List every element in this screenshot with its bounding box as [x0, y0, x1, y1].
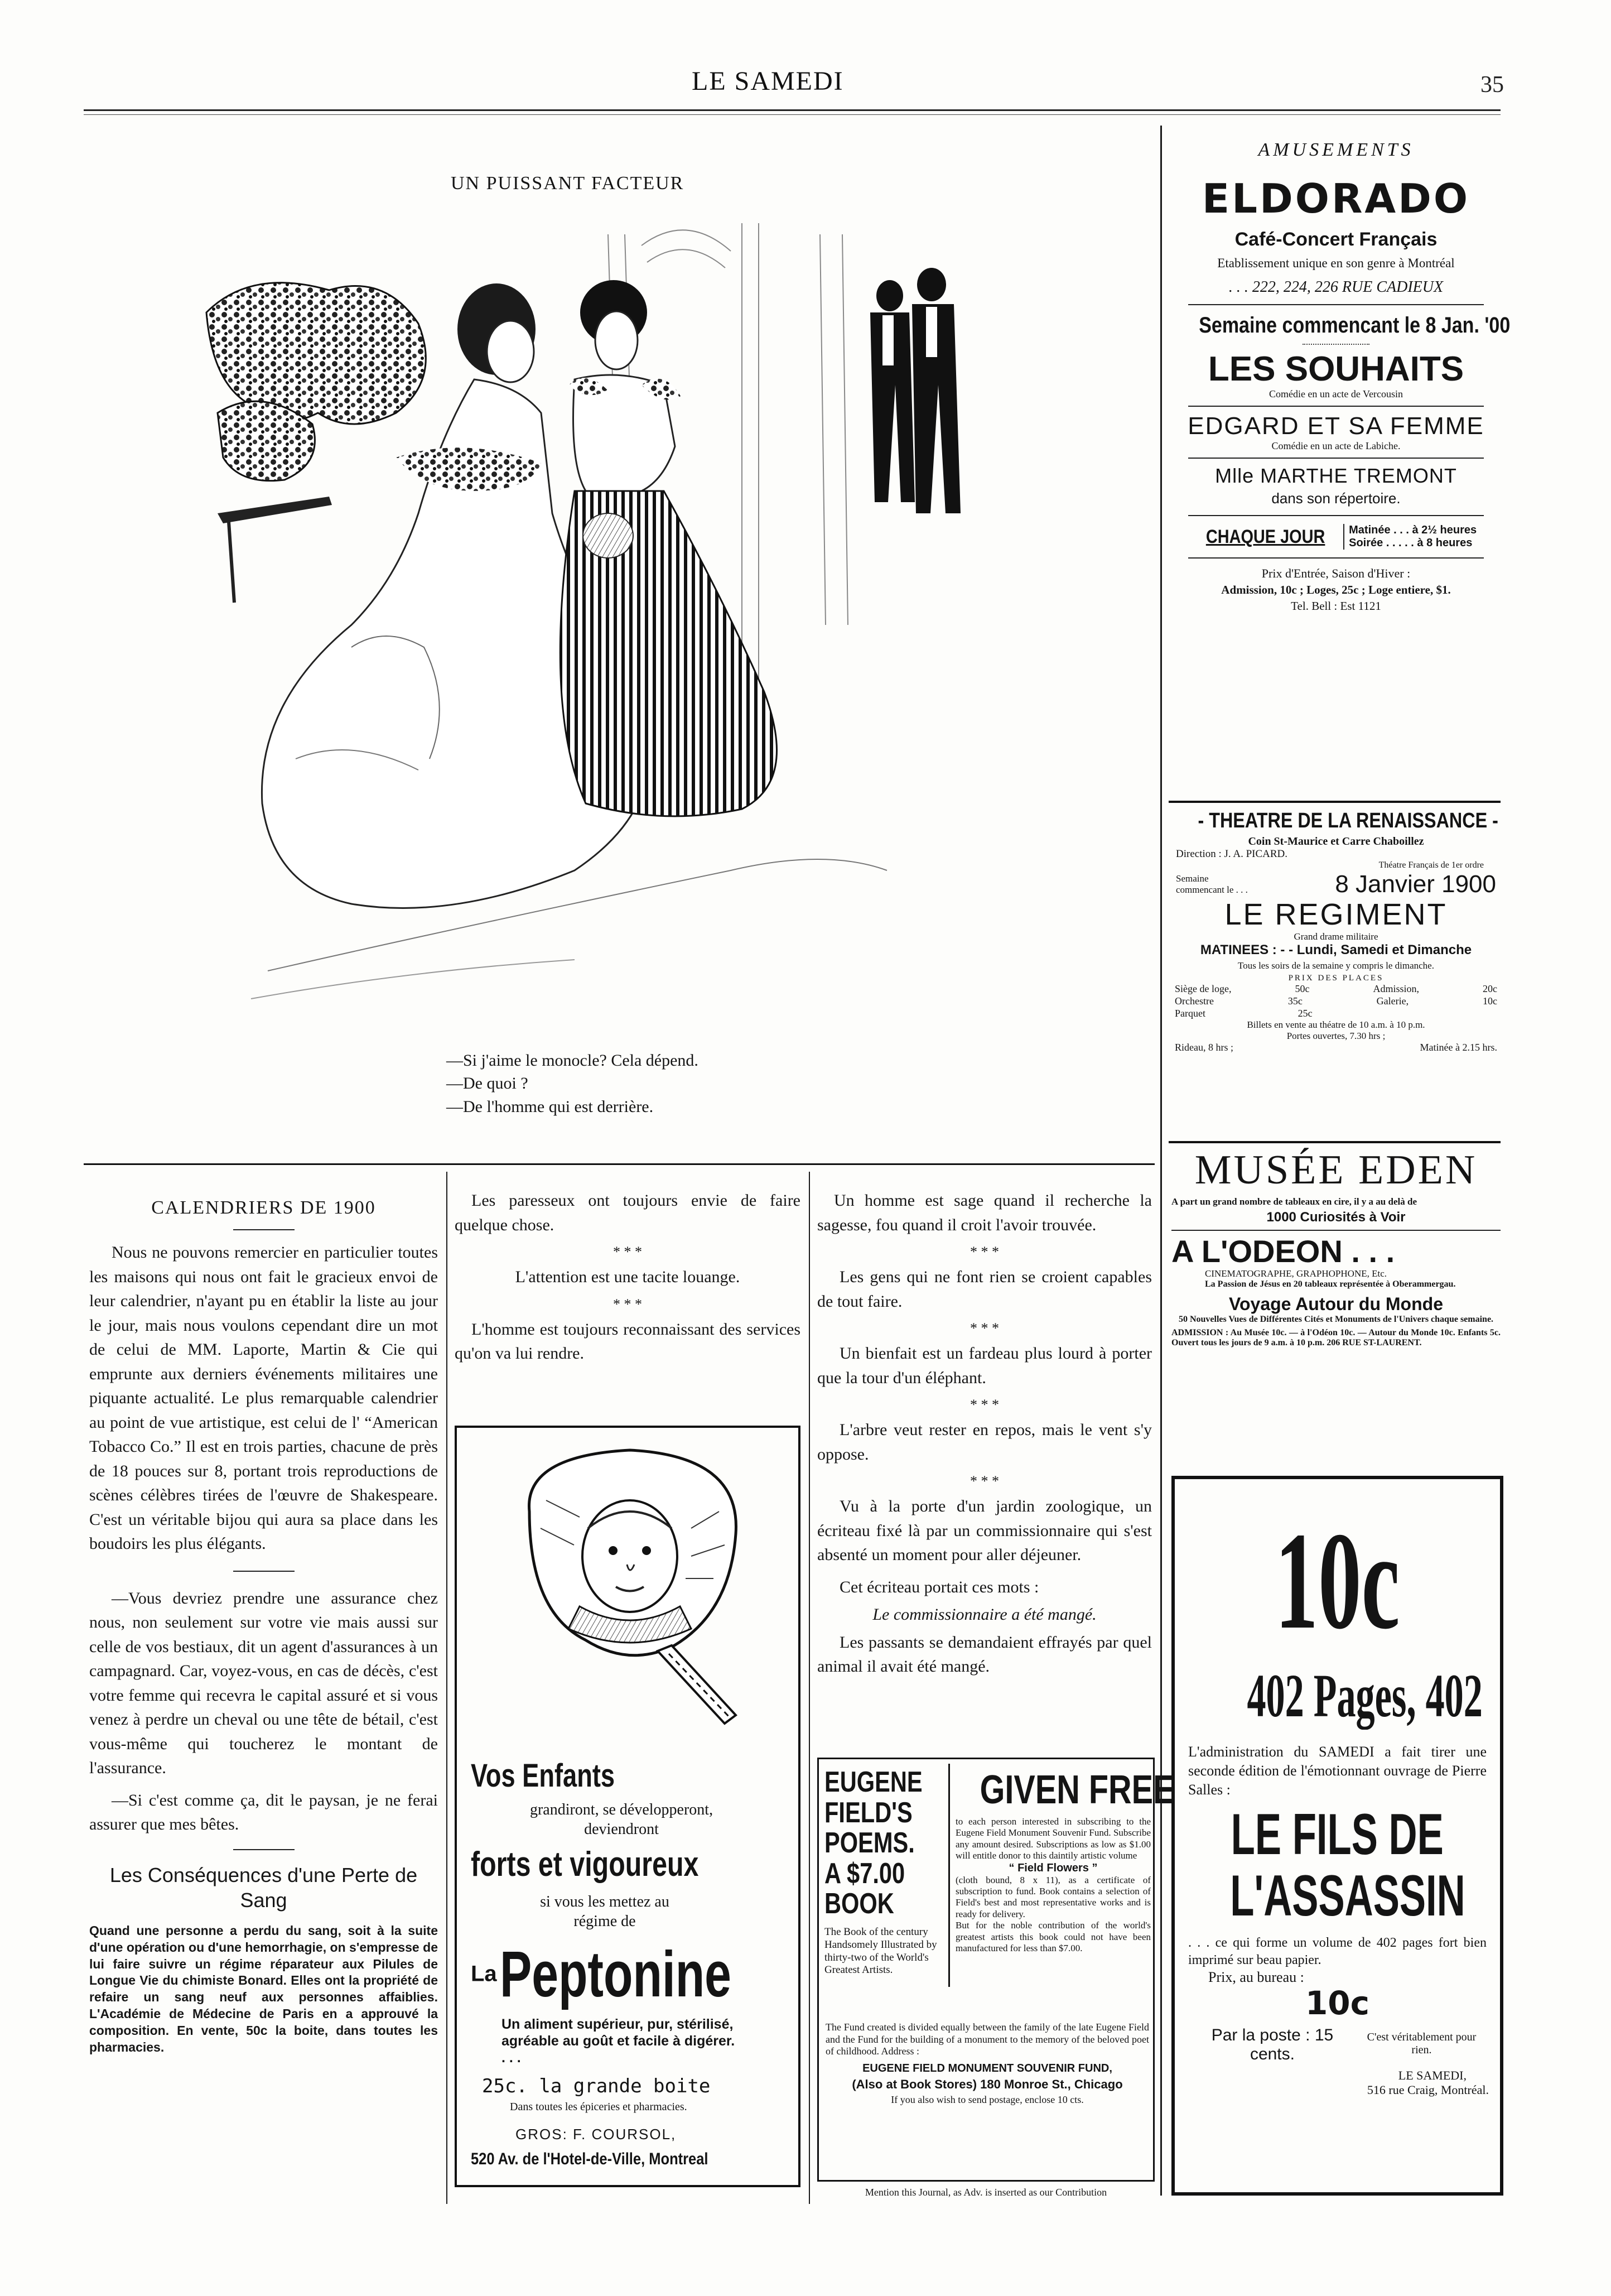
- eugene-field-ad: [817, 1758, 1175, 2182]
- eden-admission: ADMISSION : Au Musée 10c. — à l'Odéon 10c. — Autour du Monde 10c. Enfants 5c. Ouvert tous les jours de 9 a.m. à 10 p.m. 206 RUE ST-LAURENT.: [1171, 1327, 1501, 1347]
- renaissance-curtain: Rideau, 8 hrs ;: [1175, 1042, 1233, 1053]
- renaissance-soirees: Tous les soirs de la semaine y compris le dimanche.: [1238, 960, 1434, 971]
- asterism: * * *: [970, 1473, 999, 1489]
- eldorado-ad: [1171, 175, 1511, 613]
- price-row: [1175, 995, 1497, 1008]
- eldorado-subtitle: Café-Concert Français: [1234, 229, 1438, 250]
- peptonine-ad: [455, 1426, 800, 2187]
- renaissance-date: 8 Janvier 1900: [1335, 870, 1496, 898]
- eldorado-name: ELDORADO: [1202, 175, 1470, 222]
- field-right-body2: (cloth bound, 8 x 11), as a certificate of subscription to fund. Book contains a selection of Field's best and most representative works and is ready for delivery.: [956, 1874, 1151, 1919]
- maxim: Les passants se demandaient effrayés par quel animal il avait été mangé.: [817, 1633, 1152, 1676]
- separator: [233, 1229, 295, 1230]
- renaissance-direction: Direction : J. A. PICARD.: [1176, 848, 1288, 860]
- maxim: L'arbre veut rester en repos, mais le vent s'y oppose.: [817, 1421, 1152, 1464]
- eldorado-week: Semaine commencant le 8 Jan. '00: [1199, 313, 1511, 338]
- caption-line: —Si j'aime le monocle? Cela dépend.: [446, 1051, 698, 1070]
- field-right-title: GIVEN FREE: [980, 1768, 1175, 1812]
- column-3: [817, 1188, 1152, 1687]
- field-left-body: The Book of the century Handsomely Illustrated by thirty-two of the World's Greatest Artists.: [824, 1926, 937, 1976]
- field-left-title: EUGENE FIELD'S POEMS. A $7.00 BOOK: [824, 1766, 923, 1920]
- header-rule: [84, 109, 1501, 115]
- price-cell: 20c: [1483, 983, 1497, 995]
- eldorado-prices: Admission, 10c ; Loges, 25c ; Loge entiere, $1.: [1221, 583, 1451, 597]
- book-price-small: 10c: [1305, 1984, 1370, 2023]
- book-price-big: 10c: [1275, 1504, 1400, 1658]
- renaissance-matinees: MATINEES : - - Lundi, Samedi et Dimanche: [1200, 942, 1472, 958]
- book-ad: [1171, 1476, 1503, 2196]
- peptonine-headline2: forts et vigoureux: [471, 1845, 699, 1884]
- book-sig1: LE SAMEDI,: [1398, 2068, 1467, 2082]
- book-post2: C'est véritablement pour rien.: [1367, 2030, 1477, 2056]
- maxim: Un bienfait est un fardeau plus lourd à porter que la tour d'un éléphant.: [817, 1344, 1152, 1387]
- book-desc: . . . ce qui forme un volume de 402 pages fort bien imprimé sur beau papier.: [1188, 1935, 1487, 1967]
- renaissance-show: LE REGIMENT: [1224, 898, 1448, 931]
- renaissance-show-desc: Grand drame militaire: [1294, 931, 1378, 942]
- renaissance-doors: Portes ouvertes, 7.30 hrs ;: [1286, 1031, 1386, 1042]
- eden-odeon2: La Passion de Jésus en 20 tableaux représentée à Oberammergau.: [1205, 1279, 1456, 1289]
- price-cell: 50c: [1295, 983, 1310, 995]
- maxim: Un homme est sage quand il recherche la sagesse, fou quand il croit l'avoir trouvée.: [817, 1191, 1152, 1234]
- eden-line2: 1000 Curiosités à Voir: [1266, 1210, 1406, 1225]
- field-right-body3: But for the noble contribution of the world's greatest artists this book could not have been manufactured for less than $7.00.: [956, 1920, 1151, 1953]
- eldorado-show1-desc: Comédie en un acte de Vercousin: [1268, 388, 1403, 400]
- eden-voyage: Voyage Autour du Monde: [1229, 1293, 1443, 1314]
- maxim: Les paresseux ont toujours envie de faire quelque chose.: [455, 1191, 800, 1234]
- field-fund-note: If you also wish to send postage, enclose 10 cts.: [891, 2093, 1084, 2105]
- separator: [233, 1571, 295, 1572]
- field-fund-address: (Also at Book Stores) 180 Monroe St., Chicago: [852, 2077, 1123, 2091]
- peptonine-brand: Peptonine: [499, 1938, 731, 2010]
- eldorado-daily: CHAQUE JOUR: [1205, 526, 1325, 547]
- eden-odeon1: CINEMATOGRAPHE, GRAPHOPHONE, Etc.: [1205, 1268, 1387, 1279]
- column-rule-2: [809, 1172, 810, 2204]
- peptonine-line3: si vous les mettez au régime de: [540, 1893, 669, 1930]
- renaissance-rule: [1169, 1141, 1501, 1143]
- book-title-1: LE FILS DE: [1231, 1802, 1444, 1867]
- eldorado-desc: Etablissement unique en son genre à Montréal: [1217, 256, 1455, 270]
- eldorado-star: Mlle MARTHE TREMONT: [1215, 464, 1457, 488]
- field-footer: Mention this Journal, as Adv. is inserted as our Contribution: [865, 2187, 1107, 2198]
- right-column-rule: [1160, 126, 1162, 2196]
- page-number: 35: [1480, 72, 1504, 98]
- asterism: * * *: [613, 1296, 642, 1312]
- insurance-reply: —Si c'est comme ça, dit le paysan, je ne ferai assurer que mes bêtes.: [89, 1790, 438, 1834]
- peptonine-address: 520 Av. de l'Hotel-de-Ville, Montreal: [471, 2150, 708, 2168]
- asterism: * * *: [970, 1244, 999, 1260]
- illustration-title: UN PUISSANT FACTEUR: [451, 173, 684, 194]
- renaissance-theatre-note: Théatre Français de 1er ordre: [1378, 860, 1484, 870]
- renaissance-matinee-time: Matinée à 2.15 hrs.: [1420, 1042, 1497, 1053]
- eden-name: MUSÉE EDEN: [1194, 1147, 1478, 1193]
- illustration-engraving: [184, 201, 971, 1027]
- book-sig2: 516 rue Craig, Montréal.: [1367, 2082, 1489, 2097]
- eldorado-soiree: Soirée . . . . . à 8 heures: [1349, 537, 1473, 550]
- peptonine-wholesale: GROS: F. COURSOL,: [515, 2126, 677, 2143]
- price-cell: Siège de loge,: [1175, 983, 1232, 995]
- asterism: * * *: [613, 1244, 642, 1260]
- price-cell: 25c: [1298, 1007, 1313, 1019]
- calendars-paragraph: Nous ne pouvons remercier en particulier toutes les maisons qui nous ont fait le gracieux envoi de leur calendrier, n'ayant pu en établir la liste au jour le jour, mais nous voulons cependant dire un mot de celui de MM. Laporte, Martin & Cie qui emprunte aux derniers événements militaires une piquante actualité. Le plus remarquable calendrier au point de vue artistique, est celui de l' “American Tobacco Co.” Il est en trois parties, chacune de près de 18 pouces sur 8, portant trois reproductions de scènes célèbres tirées de l'œuvre de Shakespeare. C'est un véritable bijou qui aura sa place dans les boudoirs les plus élégants.: [89, 1243, 438, 1553]
- blood-ad-title: Les Conséquences d'une Perte de Sang: [109, 1863, 418, 1912]
- maxim: Le commissionnaire a été mangé.: [872, 1605, 1097, 1624]
- peptonine-headline1: Vos Enfants: [471, 1758, 615, 1794]
- eldorado-matinee: Matinée . . . à 2½ heures: [1349, 524, 1477, 537]
- field-right-body: to each person interested in subscribing to the Eugene Field Monument Souvenir Fund. Subscribe any amount desired. Subscriptions as low as $1.00 will entitle donor to this daintily artistic volume: [956, 1816, 1151, 1861]
- amusements-title: AMUSEMENTS: [1258, 139, 1414, 160]
- column-2: [455, 1188, 800, 1374]
- eden-line1: A part un grand nombre de tableaux en cire, il y a au delà de: [1171, 1196, 1417, 1207]
- book-title-2: L'ASSASSIN: [1230, 1863, 1465, 1928]
- renaissance-prices-title: PRIX DES PLACES: [1288, 974, 1384, 983]
- masthead-title: LE SAMEDI: [692, 66, 844, 96]
- eldorado-prices-title: Prix d'Entrée, Saison d'Hiver :: [1261, 566, 1411, 581]
- column-rule-1: [446, 1172, 447, 2204]
- field-full-body: The Fund created is divided equally between the family of the late Eugene Field and the Fund for the building of a monument to the memory of the beloved poet of childhood. Address :: [826, 2021, 1149, 2057]
- insurance-paragraph: —Vous devriez prendre une assurance chez nous, non seulement sur votre vie mais aussi sur celle de vos bestiaux, dit un agent d'assurances à un campagnard. Car, voyez-vous, en cas de décès, c'est votre femme qui recevra le capital assuré et si vous venez à perdre un cheval ou une tête de bétail, c'est vous-même qui toucherez le montant de l'assurance.: [89, 1589, 438, 1778]
- price-row: [1175, 1008, 1497, 1020]
- illustration-caption: [446, 1049, 698, 1118]
- peptonine-sold: Dans toutes les épiceries et pharmacies.: [510, 2101, 687, 2113]
- renaissance-ad: [1171, 809, 1501, 1054]
- maxim: Cet écriteau portait ces mots :: [840, 1577, 1039, 1596]
- renaissance-name: - THEATRE DE LA RENAISSANCE -: [1198, 809, 1498, 832]
- price-cell: 10c: [1482, 995, 1497, 1007]
- peptonine-line2: grandiront, se développeront, deviendront: [529, 1801, 713, 1838]
- blood-ad-body: Quand une personne a perdu du sang, soit à la suite d'une opération ou d'une hemorrhagie, on s'empresse de lui faire suivre un régime réparateur aux Pilules de Longue Vie du chimiste Bonard. Elles ont la propriété de refaire un sang neuf aux personnes affaiblies. L'Académie de Médecine de Paris en a approuvé la composition. En vente, 50c la boite, dans toutes les pharmacies.: [89, 1923, 438, 2055]
- caption-line: —De l'homme qui est derrière.: [446, 1097, 654, 1116]
- field-right-quote: “ Field Flowers ”: [1009, 1861, 1098, 1874]
- asterism: * * *: [970, 1397, 999, 1413]
- renaissance-price-table: [1171, 983, 1501, 1019]
- book-pages: 402 Pages, 402: [1247, 1662, 1483, 1730]
- peptonine-article: La: [471, 1961, 497, 1986]
- baby-fan-illustration: [490, 1445, 769, 1735]
- book-price-office: Prix, au bureau :: [1208, 1969, 1304, 1986]
- price-cell: Admission,: [1373, 983, 1419, 995]
- column-1: [89, 1194, 438, 2056]
- price-cell: 35c: [1287, 995, 1303, 1007]
- field-fund-name: EUGENE FIELD MONUMENT SOUVENIR FUND,: [862, 2062, 1112, 2074]
- price-row: [1175, 983, 1497, 995]
- eden-odeon: A L'ODEON . . .: [1171, 1234, 1395, 1269]
- renaissance-tickets: Billets en vente au théatre de 10 a.m. à 10 p.m.: [1247, 1019, 1425, 1031]
- asterism: * * *: [970, 1320, 999, 1336]
- renaissance-corner: Coin St-Maurice et Carre Chaboillez: [1248, 835, 1424, 848]
- price-cell: Parquet: [1175, 1007, 1205, 1019]
- separator: [233, 1849, 295, 1850]
- caption-line: —De quoi ?: [446, 1074, 528, 1093]
- eden-voyage-desc: 50 Nouvelles Vues de Différentes Cités et Monuments de l'Univers chaque semaine.: [1178, 1314, 1494, 1324]
- eldorado-show2: EDGARD ET SA FEMME: [1188, 412, 1484, 440]
- maxim: L'attention est une tacite louange.: [515, 1268, 740, 1286]
- book-post: Par la poste : 15 cents.: [1211, 2025, 1334, 2063]
- peptonine-tagline: Un aliment supérieur, pur, stérilisé, agréable au goût et facile à digérer. . . .: [501, 2016, 735, 2066]
- eden-ad: [1171, 1149, 1501, 1348]
- eldorado-show2-desc: Comédie en un acte de Labiche.: [1271, 440, 1401, 452]
- peptonine-price: 25c. la grande boite: [482, 2075, 711, 2097]
- eldorado-star-desc: dans son répertoire.: [1271, 490, 1401, 507]
- columns-top-rule: [84, 1163, 1155, 1165]
- eldorado-address: . . . 222, 224, 226 RUE CADIEUX: [1228, 278, 1444, 296]
- maxim: Vu à la porte d'un jardin zoologique, un écriteau fixé là par un commissionnaire qui s'est absenté un moment pour aller déjeuner.: [817, 1497, 1152, 1564]
- renaissance-week-label: Semaine commencant le . . .: [1176, 873, 1248, 895]
- book-intro: L'administration du SAMEDI a fait tirer une seconde édition de l'émotionnant ouvrage de Pierre Salles :: [1188, 1744, 1487, 1798]
- eldorado-tel: Tel. Bell : Est 1121: [1291, 599, 1381, 613]
- amusements-header: [1171, 139, 1501, 161]
- calendars-title: CALENDRIERS DE 1900: [151, 1197, 376, 1218]
- price-cell: Galerie,: [1376, 995, 1409, 1007]
- maxim: Les gens qui ne font rien se croient capables de tout faire.: [817, 1268, 1152, 1311]
- maxim: L'homme est toujours reconnaissant des services qu'on va lui rendre.: [455, 1320, 800, 1363]
- field-ad-divider: [948, 1764, 950, 1987]
- price-cell: Orchestre: [1175, 995, 1214, 1007]
- eldorado-show1: LES SOUHAITS: [1208, 350, 1464, 388]
- amusements-rule: [1169, 801, 1501, 803]
